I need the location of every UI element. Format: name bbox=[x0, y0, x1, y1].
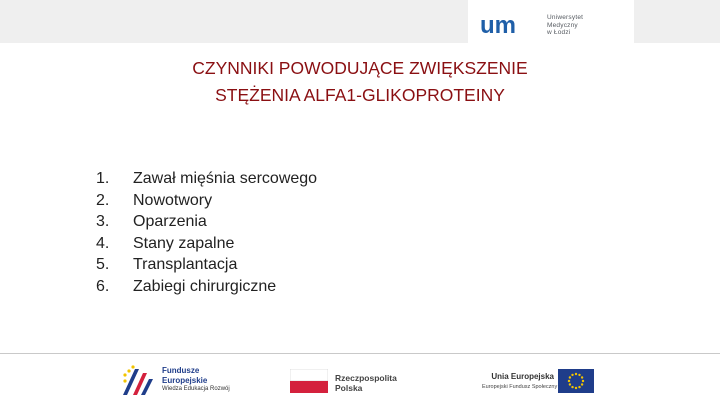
list-item-text: Zabiegi chirurgiczne bbox=[133, 277, 277, 295]
university-name bbox=[547, 14, 637, 37]
list-item bbox=[96, 190, 317, 212]
fe-line-3: Wiedza Edukacja Rozwój bbox=[162, 386, 230, 392]
fe-line-2: Europejskie bbox=[162, 375, 208, 385]
slide-title bbox=[80, 55, 640, 109]
factor-list bbox=[96, 168, 317, 298]
list-item bbox=[96, 233, 317, 255]
um-logo-icon bbox=[480, 14, 542, 36]
svg-text:um: um bbox=[480, 14, 516, 36]
university-name-line-2: Medyczny bbox=[547, 21, 578, 29]
fundusze-europejskie-text bbox=[162, 366, 230, 395]
list-item bbox=[96, 254, 317, 276]
list-item-text: Zawał mięśnia sercowego bbox=[133, 170, 318, 187]
list-item-text: Nowotwory bbox=[133, 191, 213, 209]
footer-divider bbox=[0, 353, 720, 354]
list-item-text: Oparzenia bbox=[133, 213, 207, 231]
list-item-number: 3. bbox=[96, 213, 110, 231]
rp-line-2: Polska bbox=[335, 383, 363, 393]
list-item-number: 5. bbox=[96, 256, 110, 274]
fundusze-europejskie-logo-icon bbox=[119, 361, 155, 397]
list-item bbox=[96, 211, 317, 233]
rzeczpospolita-text bbox=[335, 373, 397, 393]
list-item bbox=[96, 276, 317, 298]
list-item-number: 1. bbox=[96, 170, 110, 187]
slide-title-line-1: CZYNNIKI POWODUJĄCE ZWIĘKSZENIE bbox=[192, 58, 528, 78]
ue-line-1: Unia Europejska bbox=[491, 372, 554, 381]
list-item-number: 2. bbox=[96, 191, 110, 209]
list-item-text: Stany zapalne bbox=[133, 234, 235, 252]
poland-flag-icon bbox=[290, 369, 328, 393]
list-item-text: Transplantacja bbox=[133, 256, 238, 274]
fe-line-1: Fundusze bbox=[162, 366, 200, 375]
rp-line-1: Rzeczpospolita bbox=[335, 373, 397, 383]
list-item-number: 6. bbox=[96, 277, 110, 295]
university-name-line-1: Uniwersytet bbox=[547, 14, 584, 21]
ue-line-2: Europejski Fundusz Społeczny bbox=[482, 384, 558, 390]
eu-flag-icon bbox=[558, 369, 594, 393]
unia-europejska-text bbox=[482, 371, 558, 393]
slide-title-line-2: STĘŻENIA ALFA1-GLIKOPROTEINY bbox=[215, 85, 505, 105]
university-name-line-3: w Łodzi bbox=[547, 29, 571, 36]
list-item-number: 4. bbox=[96, 234, 110, 252]
list-item bbox=[96, 168, 317, 190]
